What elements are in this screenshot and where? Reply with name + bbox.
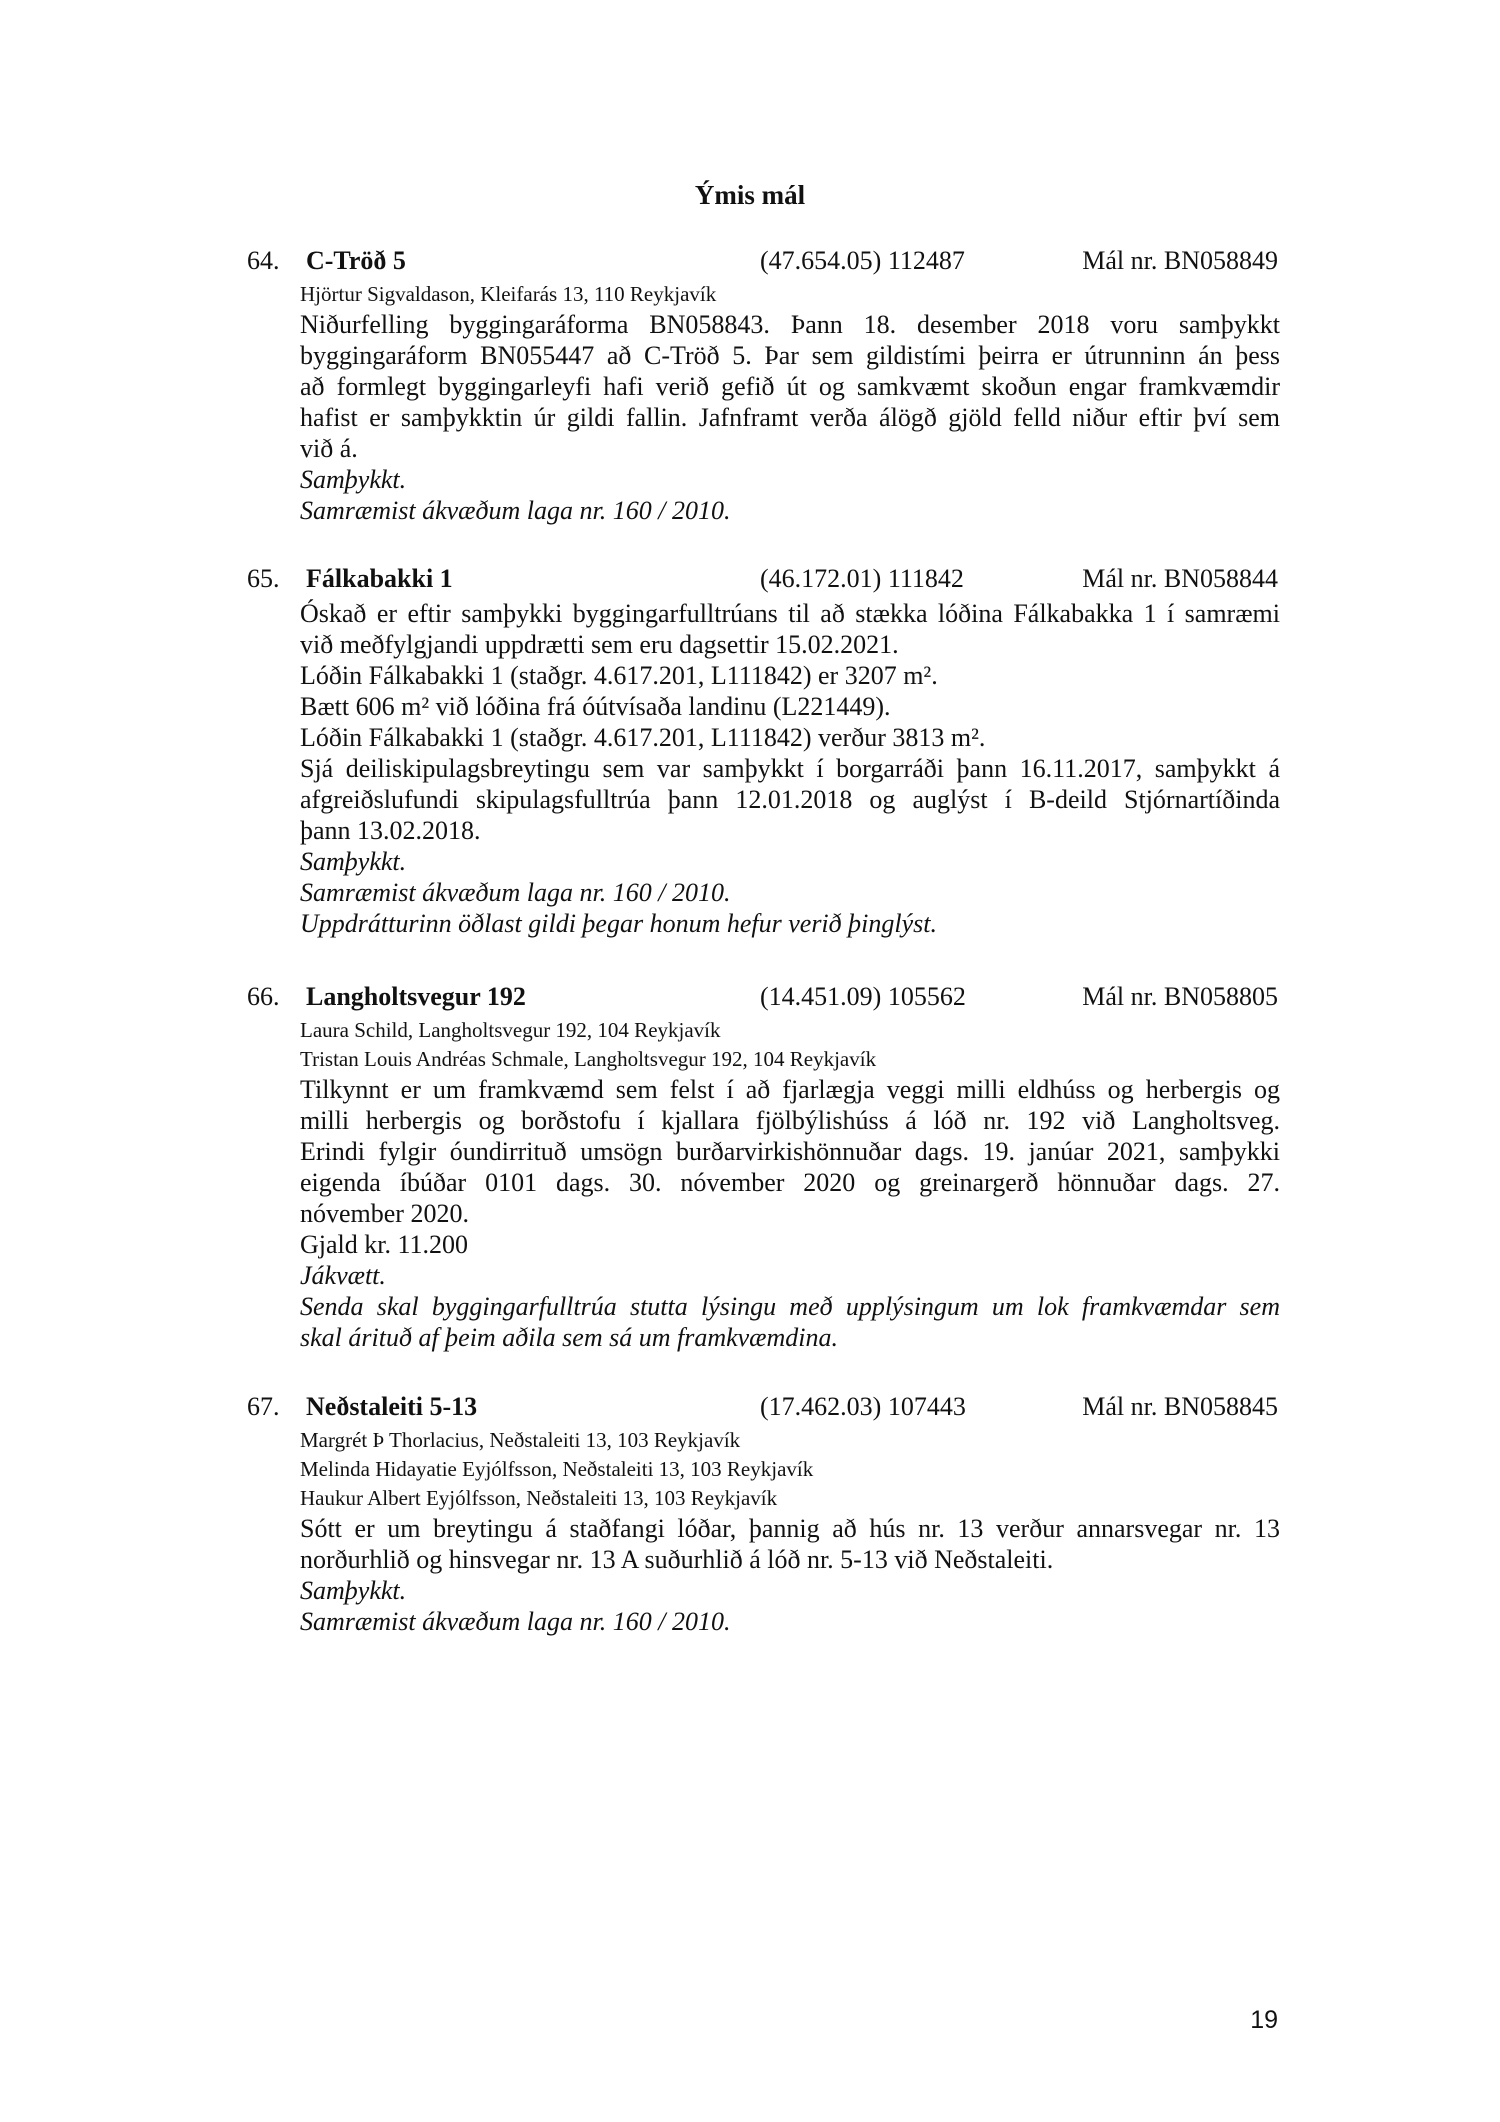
- body-line: Tilkynnt er um framkvæmd sem felst í að fjarlægja veggi milli eldhúss og herbergis og: [300, 1075, 1280, 1104]
- body-line: Bætt 606 m² við lóðina frá óútvísaða landinu (L221449).: [300, 692, 891, 721]
- item-title: C-Tröð 5: [306, 246, 406, 275]
- item-case-number: Mál nr. BN058844: [1082, 564, 1278, 593]
- item-header: [0, 246, 1500, 280]
- item-number: 66.: [247, 982, 280, 1011]
- decision-line: skal árituð af þeim aðila sem sá um framkvæmdina.: [300, 1323, 839, 1352]
- applicant: Tristan Louis Andréas Schmale, Langholtsvegur 192, 104 Reykjavík: [300, 1047, 877, 1071]
- applicant: Melinda Hidayatie Eyjólfsson, Neðstaleiti 13, 103 Reykjavík: [300, 1457, 814, 1481]
- item-number: 67.: [247, 1392, 280, 1421]
- item-title: Fálkabakki 1: [306, 564, 453, 593]
- decision-line: Samþykkt.: [300, 1576, 407, 1605]
- body-line: norðurhlið og hinsvegar nr. 13 A suðurhlið á lóð nr. 5-13 við Neðstaleiti.: [300, 1545, 1054, 1574]
- body-line: Óskað er eftir samþykki byggingarfulltrúans til að stækka lóðina Fálkabakka 1 í samræmi: [300, 599, 1280, 628]
- decision-line: Samræmist ákvæðum laga nr. 160 / 2010.: [300, 1607, 731, 1636]
- item-reference: (17.462.03) 107443: [760, 1392, 966, 1421]
- decision-line: Jákvætt.: [300, 1261, 386, 1290]
- item-reference: (46.172.01) 111842: [760, 564, 964, 593]
- agenda-item-65: [0, 564, 1500, 939]
- item-reference: (47.654.05) 112487: [760, 246, 965, 275]
- body-line: Lóðin Fálkabakki 1 (staðgr. 4.617.201, L111842) verður 3813 m².: [300, 723, 986, 752]
- applicant: Margrét Þ Thorlacius, Neðstaleiti 13, 103 Reykjavík: [300, 1428, 741, 1452]
- body-line: þann 13.02.2018.: [300, 816, 481, 845]
- item-case-number: Mál nr. BN058845: [1082, 1392, 1278, 1421]
- body-line: hafist er samþykktin úr gildi fallin. Jafnframt verða álögð gjöld felld niður eftir því sem: [300, 403, 1280, 432]
- item-header: [0, 1392, 1500, 1426]
- page-heading: Ýmis mál: [694, 180, 806, 210]
- item-number: 65.: [247, 564, 280, 593]
- agenda-item-67: [0, 1392, 1500, 1637]
- applicant: Laura Schild, Langholtsvegur 192, 104 Reykjavík: [300, 1018, 721, 1042]
- decision-line: Samræmist ákvæðum laga nr. 160 / 2010.: [300, 496, 731, 525]
- item-header: [0, 982, 1500, 1016]
- body-line: Erindi fylgir óundirrituð umsögn burðarvirkishönnuðar dags. 19. janúar 2021, samþykki: [300, 1137, 1280, 1166]
- body-line: byggingaráform BN055447 að C-Tröð 5. Þar sem gildistími þeirra er útrunninn án þess: [300, 341, 1280, 370]
- item-case-number: Mál nr. BN058805: [1082, 982, 1278, 1011]
- body-line: nóvember 2020.: [300, 1199, 469, 1228]
- body-line: við á.: [300, 434, 358, 463]
- decision-line: Senda skal byggingarfulltrúa stutta lýsingu með upplýsingum um lok framkvæmdar sem: [300, 1292, 1280, 1321]
- applicant: Hjörtur Sigvaldason, Kleifarás 13, 110 Reykjavík: [300, 282, 717, 306]
- body-line: Sjá deiliskipulagsbreytingu sem var samþykkt í borgarráði þann 16.11.2017, samþykkt á: [300, 754, 1280, 783]
- decision-line: Samþykkt.: [300, 847, 407, 876]
- item-number: 64.: [247, 246, 280, 275]
- body-line: milli herbergis og borðstofu í kjallara fjölbýlishúss á lóð nr. 192 við Langholtsveg.: [300, 1106, 1280, 1135]
- agenda-item-66: [0, 982, 1500, 1353]
- item-title: Langholtsvegur 192: [306, 982, 526, 1011]
- applicant: Haukur Albert Eyjólfsson, Neðstaleiti 13, 103 Reykjavík: [300, 1486, 778, 1510]
- agenda-item-64: [0, 246, 1500, 526]
- decision-line: Samþykkt.: [300, 465, 407, 494]
- body-line: eigenda íbúðar 0101 dags. 30. nóvember 2020 og greinargerð hönnuðar dags. 27.: [300, 1168, 1280, 1197]
- body-line: Niðurfelling byggingaráforma BN058843. Þann 18. desember 2018 voru samþykkt: [300, 310, 1280, 339]
- decision-line: Samræmist ákvæðum laga nr. 160 / 2010.: [300, 878, 731, 907]
- page-number: 19: [1250, 2006, 1278, 2034]
- item-header: [0, 564, 1500, 598]
- item-reference: (14.451.09) 105562: [760, 982, 966, 1011]
- body-line: Sótt er um breytingu á staðfangi lóðar, þannig að hús nr. 13 verður annarsvegar nr. 13: [300, 1514, 1280, 1543]
- decision-line: Uppdrátturinn öðlast gildi þegar honum hefur verið þinglýst.: [300, 909, 937, 938]
- body-line: að formlegt byggingarleyfi hafi verið gefið út og samkvæmt skoðun engar framkvæmdir: [300, 372, 1280, 401]
- item-case-number: Mál nr. BN058849: [1082, 246, 1278, 275]
- item-title: Neðstaleiti 5-13: [306, 1392, 478, 1421]
- body-line: Lóðin Fálkabakki 1 (staðgr. 4.617.201, L111842) er 3207 m².: [300, 661, 938, 690]
- body-line: við meðfylgjandi uppdrætti sem eru dagsettir 15.02.2021.: [300, 630, 899, 659]
- body-line: afgreiðslufundi skipulagsfulltrúa þann 12.01.2018 og auglýst í B-deild Stjórnartíðinda: [300, 785, 1280, 814]
- body-line: Gjald kr. 11.200: [300, 1230, 469, 1259]
